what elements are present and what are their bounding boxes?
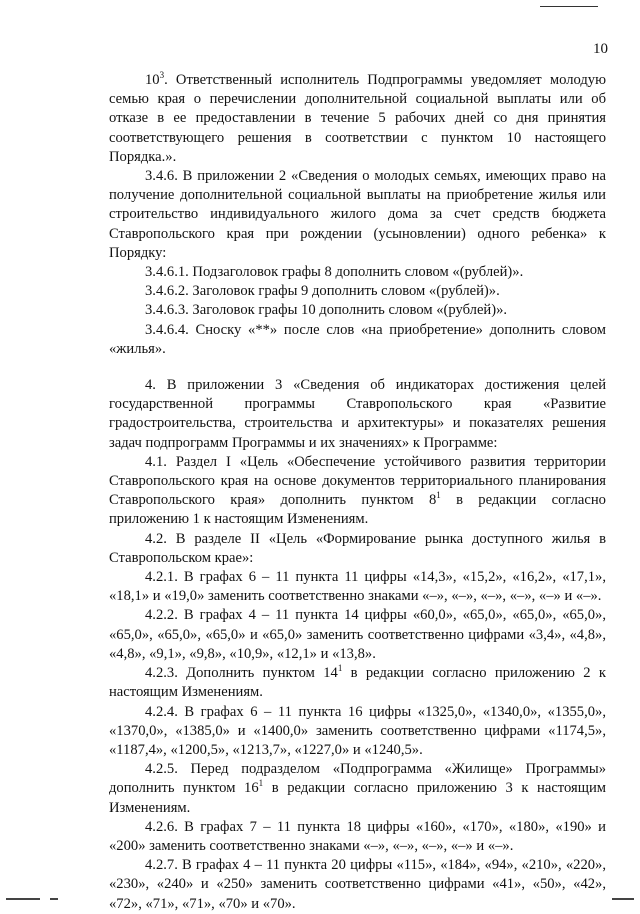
paragraph-text: 3.4.6.3. Заголовок графы 10 дополнить словом «(рублей)». <box>145 302 508 319</box>
paragraph-text: 4.2.2. В графах 4 – 11 пункта 14 цифры «60,0», «65,0», «65,0», «65,0», «65,0», «65,0», «65,0» и «65,0» заменить соответственно цифрами «3,4», «4,8», «4,8», «9,1», «9,8», «10,9», «12,1» и «13,8». <box>109 607 606 662</box>
paragraph-3-4-6-1 <box>109 263 606 282</box>
paragraph-text: 4.2.6. В графах 7 – 11 пункта 18 цифры «160», «170», «180», «190» и «200» заменить соответственно знаками «–», «–», «–», «–» и «–». <box>109 818 606 854</box>
page-number: 10 <box>593 41 608 57</box>
paragraph-3-4-6 <box>109 167 606 263</box>
paragraph-text: 4.2. В разделе II «Цель «Формирование рынка доступного жилья в Ставропольском крае»: <box>109 530 606 566</box>
paragraph-text: . Ответственный исполнитель Подпрограммы уведомляет молодую семью края о перечислении дополнительной социальной выплаты или об отказе в ее предоставлении в течение 5 рабочих дней со дня принятия соответствующего решения в соответствии с пунктом 10 настоящего Порядка.». <box>109 72 606 165</box>
paragraph-3-4-6-4 <box>109 321 606 359</box>
scan-mark <box>612 898 634 900</box>
paragraph-text: 3.4.6.1. Подзаголовок графы 8 дополнить словом «(рублей)». <box>145 264 524 281</box>
paragraph-4-2-2 <box>109 606 606 664</box>
paragraph-text: 4.1. Раздел I «Цель «Обеспечение устойчивого развития территории Ставропольского края на основе документов территориального планирования Ставропольского края» дополнить пунктом 8 <box>109 453 606 509</box>
paragraph-4-2-3 <box>109 664 606 702</box>
paragraph-4 <box>109 376 606 453</box>
paragraph-text: 4.2.4. В графах 6 – 11 пункта 16 цифры «1325,0», «1340,0», «1355,0», «1370,0», «1385,0» и «1400,0» заменить соответственно цифрами «1174,5», «1187,4», «1200,5», «1213,7», «1227,0» и «1240,5». <box>109 703 606 758</box>
paragraph-text: 4.2.1. В графах 6 – 11 пункта 11 цифры «14,3», «15,2», «16,2», «17,1», «18,1» и «19,0» заменить соответственно знаками «–», «–», «–», «–», «–» и «–». <box>109 569 606 605</box>
section-spacer <box>109 359 606 376</box>
paragraph-4-2-6 <box>109 818 606 856</box>
paragraph-4-2-4 <box>109 703 606 761</box>
paragraph-text: 4.2.3. Дополнить пунктом 14 <box>145 665 338 682</box>
paragraph-text: 3.4.6. В приложении 2 «Сведения о молодых семьях, имеющих право на получение дополнительной социальной выплаты на приобретение жилья или строительство индивидуального жилого дома за счет средств бюджета Ставропольского края при рождении (усыновлении) одного ребенка» к Порядку: <box>109 168 606 261</box>
superscript: 1 <box>436 490 441 501</box>
scan-edge-marks <box>0 896 640 902</box>
paragraph-text: в редакции согласно приложению 3 к настоящим Изменениям. <box>109 780 607 816</box>
paragraph-3-4-6-2 <box>109 282 606 301</box>
paragraph-text: 4. В приложении 3 «Сведения об индикаторах достижения целей государственной программы Ставропольского края «Развитие градостроительства, строительства и архитектуры» и показателях решения задач подпрограмм Программы и их значениях» к Программе: <box>109 377 606 451</box>
paragraph-10-3 <box>109 71 606 167</box>
header-rule <box>540 6 598 7</box>
paragraph-text: в редакции согласно приложению 2 к настоящим Изменениям. <box>109 665 607 701</box>
paragraph-text: 3.4.6.4. Сноску «**» после слов «на приобретение» дополнить словом «жилья». <box>109 321 606 357</box>
paragraph-4-2-5 <box>109 760 606 818</box>
paragraph-text: 3.4.6.2. Заголовок графы 9 дополнить словом «(рублей)». <box>145 283 500 300</box>
paragraph-4-2 <box>109 530 606 568</box>
paragraph-4-2-7 <box>109 856 606 914</box>
superscript: 1 <box>337 663 343 674</box>
scan-mark <box>50 898 58 900</box>
superscript: 3 <box>159 70 165 80</box>
paragraph-4-2-1 <box>109 568 606 606</box>
paragraph-text: 4.2.7. В графах 4 – 11 пункта 20 цифры «115», «184», «94», «210», «220», «230», «240» и «250» заменить соответственно цифрами «41», «50», «42», «72», «71», «71», «70» и «70». <box>109 857 606 912</box>
scan-mark <box>6 898 40 900</box>
paragraph-4-1 <box>109 453 606 530</box>
paragraph-number: 10 <box>145 72 160 88</box>
paragraph-text: 4.2.5. Перед подразделом «Подпрограмма «Жилище» Программы» дополнить пунктом 16 <box>109 761 606 797</box>
superscript: 1 <box>258 778 264 789</box>
paragraph-text: в редакции согласно приложению 1 к настоящим Изменениям. <box>109 492 606 528</box>
document-body <box>109 71 606 914</box>
paragraph-3-4-6-3 <box>109 301 606 320</box>
